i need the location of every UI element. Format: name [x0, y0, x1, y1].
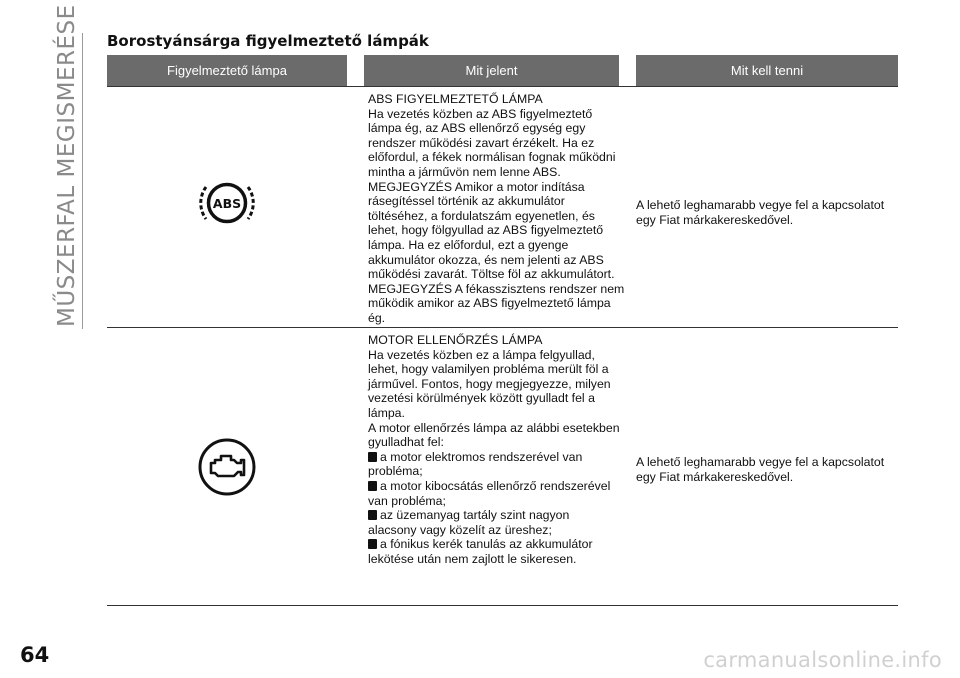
- abs-action-line: A lehető leghamarabb vegye fel a kapcsolatot: [636, 198, 885, 212]
- abs-action: [636, 198, 898, 227]
- header-action: Mit kell tenni: [636, 55, 898, 86]
- table-row: [107, 327, 898, 606]
- page-number: 64: [20, 643, 50, 667]
- bullet-text: lekötése után nem zajlott le sikeresen.: [368, 551, 577, 566]
- engine-desc-line: MOTOR ELLENŐRZÉS LÁMPA: [368, 333, 543, 347]
- abs-desc-line: működik amikor az ABS figyelmeztető lámpa: [368, 296, 611, 311]
- table-header: [107, 55, 898, 86]
- bullet-icon: [368, 539, 377, 549]
- table-row: [107, 86, 898, 327]
- abs-desc-line: Ha vezetés közben az ABS figyelmeztető: [368, 106, 593, 121]
- bullet-item: [368, 450, 630, 479]
- bullet-icon: [368, 452, 377, 462]
- bullet-text: a motor kibocsátás ellenőrző rendszerével: [380, 478, 611, 493]
- abs-action-line: egy Fiat márkakereskedővel.: [636, 212, 794, 227]
- abs-desc-line: ABS FIGYELMEZTETŐ LÁMPA: [368, 92, 543, 106]
- abs-desc-line: rásegítéssel történik az akkumulátor: [368, 194, 565, 209]
- abs-desc-line: lehet, hogy fölgyullad az ABS figyelmeztető: [368, 223, 604, 238]
- abs-desc-line: lámpa. Ha ez előfordul, ezt a gyenge: [368, 237, 569, 252]
- engine-desc-line: gyulladhat fel:: [368, 435, 444, 450]
- engine-action: [636, 455, 898, 484]
- warning-lamp-table: [107, 55, 898, 606]
- engine-action-line: A lehető leghamarabb vegye fel a kapcsolatot: [636, 455, 885, 469]
- abs-warning-icon: [107, 178, 347, 228]
- engine-desc-line: vezetési körülmények között gyulladt fel a: [368, 391, 595, 406]
- bullet-item: [368, 479, 630, 508]
- engine-action-line: egy Fiat márkakereskedővel.: [636, 469, 794, 484]
- header-meaning: Mit jelent: [364, 55, 619, 86]
- sidebar-divider: [82, 33, 83, 329]
- engine-desc-line: A motor ellenőrzés lámpa az alábbi esetekben: [368, 420, 620, 435]
- abs-desc-line: előfordul, a fékek normálisan fognak működni: [368, 150, 616, 165]
- sidebar-title: MŰSZERFAL MEGISMERÉSE: [54, 4, 80, 327]
- abs-desc-line: akkumulátor okozza, és nem jelenti az ABS: [368, 252, 604, 267]
- watermark: carmanualsonline.info: [703, 648, 942, 672]
- bullet-text: a fónikus kerék tanulás az akkumulátor: [380, 537, 593, 552]
- abs-desc-line: MEGJEGYZÉS A fékasszisztens rendszer nem: [368, 281, 625, 296]
- abs-desc-line: töltéséhez, a fordulatszám egyenetlen, és: [368, 208, 595, 223]
- abs-desc-line: ég.: [368, 310, 386, 325]
- engine-desc-line: járművel. Fontos, hogy megjegyezze, milyen: [368, 376, 611, 391]
- abs-desc-line: rendszer működési zavart érzékelt. Ha ez: [368, 135, 595, 150]
- engine-check-icon: [107, 438, 347, 496]
- bullet-text: alacsony vagy közelít az üreshez;: [368, 522, 552, 537]
- abs-description: [368, 92, 630, 326]
- header-warning-lamp: Figyelmeztető lámpa: [107, 55, 347, 86]
- bullet-item: [368, 537, 630, 566]
- engine-desc-line: lehet, hogy valamilyen probléma merült föl a: [368, 362, 609, 377]
- engine-desc-line: lámpa.: [368, 405, 405, 420]
- bullet-item: [368, 508, 630, 537]
- section-title: Borostyánsárga figyelmeztető lámpák: [107, 32, 429, 50]
- abs-desc-line: működési zavarát. Töltse föl az akkumulátort.: [368, 267, 615, 282]
- abs-icon-text: ABS: [212, 196, 242, 211]
- bullet-text: van probléma;: [368, 493, 446, 508]
- bullet-icon: [368, 481, 377, 491]
- bullet-text: az üzemanyag tartály szint nagyon: [380, 508, 570, 523]
- engine-description: [368, 333, 630, 567]
- abs-desc-line: MEGJEGYZÉS Amikor a motor indítása: [368, 179, 585, 194]
- engine-desc-line: Ha vezetés közben ez a lámpa felgyullad,: [368, 347, 595, 362]
- abs-desc-line: mintha a járművön nem lenne ABS.: [368, 164, 561, 179]
- bullet-text: probléma;: [368, 464, 423, 479]
- bullet-icon: [368, 510, 377, 520]
- abs-desc-line: lámpa ég, az ABS ellenőrző egység egy: [368, 121, 586, 136]
- bullet-text: a motor elektromos rendszerével van: [380, 449, 583, 464]
